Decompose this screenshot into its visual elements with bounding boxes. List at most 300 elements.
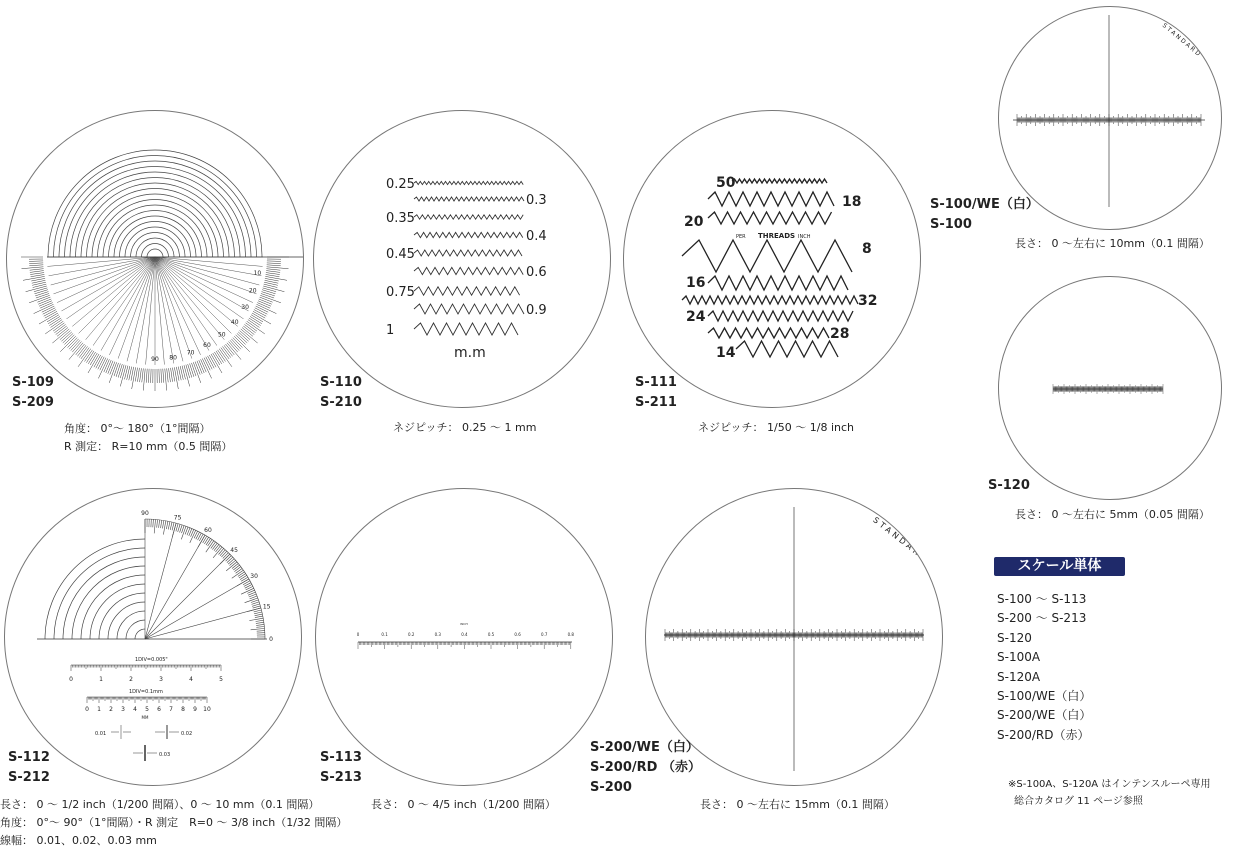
angle-tick [148,369,149,383]
angle-tick [38,299,51,304]
footnote-line: ※S-100A、S-120A はインテンスルーペ専用 [1008,779,1211,790]
angle-tick [71,340,80,350]
angle-tick [29,265,43,266]
angle-tick [60,331,71,340]
s111-graphic [624,111,920,407]
spec-line: 線幅： 0.01、0.02、0.03 mm [0,834,157,847]
angle-tick [240,331,251,340]
unit-label: m.m [454,345,486,361]
desc-s113 [371,796,556,814]
angle-tick [35,290,48,294]
angle-tick [234,567,240,572]
desc-s200 [700,796,895,814]
spec-line: 角度： 0°～ 180°（1°間隔） [64,422,211,435]
fan-ray [145,579,249,639]
angle-tick [230,340,239,350]
model-label: S-100/WE（白） [930,197,1039,212]
pitch-label: 0.3 [526,193,547,208]
thread-wave [708,328,829,338]
radius-arc [63,557,145,639]
tick-label: 0.5 [487,632,495,637]
angle-tick [237,333,247,343]
angle-tick [256,627,264,628]
angle-label: 70 [186,349,195,357]
radius-arc [54,156,257,257]
angle-label: 20 [248,287,257,295]
tick-label: 0.3 [434,632,441,637]
model-label: S-120 [988,478,1030,493]
thread-wave [736,341,838,357]
brand-label: STANDARD [871,515,931,565]
model-label: S-209 [12,395,54,410]
spec-line: ネジピッチ： 1/50 ～ 1/8 inch [698,421,854,434]
angle-tick [22,267,44,269]
angle-label: 80 [169,354,177,362]
angle-label: 0 [269,636,273,643]
angle-tick [36,294,49,299]
angle-tick [208,540,213,547]
angle-tick [108,361,113,374]
angle-tick [262,290,275,294]
angle-label: 15 [262,603,271,611]
tick-label: 8 [181,706,185,713]
angle-tick [163,521,165,535]
line-width-label: 0.01 [95,731,107,737]
radius-arc [135,629,145,639]
scale-unit-list [997,590,1091,745]
angle-tick [63,333,73,343]
angle-tick [142,368,144,382]
angle-tick [240,575,247,579]
angle-tick [251,629,265,630]
angle-label: 75 [173,514,182,522]
angle-label: 10 [253,270,262,278]
list-item: S-200 ～ S-213 [997,611,1087,626]
angle-tick [226,562,237,571]
angle-tick [154,520,155,534]
tick-label: 1 [97,706,101,713]
model-s111 [635,373,677,413]
model-label: S-200/RD （赤） [590,760,701,775]
angle-tick [232,564,238,569]
tick-label: 0.4 [461,632,468,637]
angle-tick [199,360,204,373]
angle-tick [245,598,258,603]
angle-ray [155,257,263,266]
angle-tick [120,365,124,378]
angle-tick [234,336,250,352]
angle-tick [242,328,253,337]
angle-tick [186,365,190,378]
angle-tick [238,572,245,577]
thread-label: 28 [830,326,850,342]
angle-tick [57,328,68,337]
angle-ray [109,257,155,355]
angle-tick [34,288,47,292]
spec-line: 長さ： 0 ～左右に 10mm（0.1 間隔） [1015,237,1210,250]
angle-tick [169,368,171,382]
tick-label: 0 [69,676,73,683]
thread-label: 24 [686,309,706,325]
model-label: S-211 [635,395,677,410]
angle-tick [258,301,271,306]
angle-tick [178,524,180,532]
thread-label: 32 [858,293,878,309]
angle-tick [167,368,169,382]
model-label: S-109 [12,375,54,390]
thread-label: 50 [716,175,736,191]
thread-wave [708,276,848,290]
thread-wave [414,287,520,295]
angle-tick [266,271,280,273]
reticle-s120 [998,276,1222,500]
angle-tick [135,368,137,382]
radius-arc [70,172,240,257]
angle-tick [253,606,261,608]
model-label: S-213 [320,770,362,785]
pitch-label: 0.4 [526,229,547,244]
angle-tick [138,368,140,382]
angle-tick [216,546,221,552]
desc-s111 [698,419,854,437]
angle-tick [260,297,273,302]
desc-s110 [393,419,536,437]
angle-tick [171,368,173,382]
angle-tick [238,332,248,341]
tick-label: 0.8 [567,632,574,637]
reticle-s112 [4,488,302,786]
angle-label: 50 [217,331,226,339]
angle-tick [29,295,50,303]
angle-tick [30,273,44,275]
thread-wave [732,179,827,183]
angle-tick [257,304,277,313]
angle-tick [197,361,202,374]
thread-wave [682,296,858,304]
spec-line: 長さ： 0 ～ 4/5 inch（1/200 間隔） [371,798,556,811]
angle-tick [172,523,174,531]
angle-tick [241,329,258,343]
spec-line: 長さ： 0 ～左右に 5mm（0.05 間隔） [1015,508,1210,521]
model-s200 [590,738,701,798]
angle-tick [252,602,260,605]
scale-label: 1DIV=0.005" [135,657,168,663]
caption-label: INCH [798,234,811,240]
angle-tick [193,362,201,383]
angle-tick [252,604,260,606]
thread-wave [414,232,523,237]
thread-wave [414,215,523,219]
angle-tick [116,364,120,377]
tick-label: 0 [356,632,360,637]
tick-label: 0.6 [514,632,521,637]
angle-tick [223,553,229,559]
angle-tick [236,335,246,345]
thread-label: 18 [842,194,862,210]
radius-arc [72,566,145,639]
angle-tick [69,339,79,349]
angle-tick [211,354,222,373]
list-item: S-200/RD（赤） [997,727,1090,742]
pitch-label: 0.45 [386,247,415,262]
model-label: S-111 [635,375,677,390]
reticle-s113 [315,488,613,786]
spec-line: R 測定： R=10 mm（0.5 間隔） [64,440,233,453]
angle-tick [214,544,219,550]
model-label: S-200/WE（白） [590,740,699,755]
pitch-label: 0.25 [386,177,415,192]
angle-tick [220,550,225,556]
angle-tick [266,269,280,271]
model-label: S-210 [320,395,362,410]
angle-ray [155,257,253,303]
angle-tick [266,275,280,277]
model-label: S-212 [8,770,50,785]
angle-tick [241,577,248,581]
angle-tick [174,367,178,389]
angle-tick [146,369,147,383]
angle-tick [88,354,99,373]
angle-tick [204,537,208,544]
model-s112 [8,748,50,788]
angle-tick [151,369,152,383]
thread-wave [414,323,518,335]
radius-arc [87,189,224,258]
tick-label: 5 [219,676,223,683]
angle-tick [109,362,117,383]
angle-tick [256,620,264,621]
angle-tick [168,522,170,530]
angle-tick [261,294,274,299]
angle-tick [114,363,119,376]
angle-tick [153,519,154,527]
s109-graphic [7,111,303,407]
angle-tick [173,368,175,382]
angle-tick [252,313,271,324]
angle-tick [239,574,246,578]
angle-tick [231,339,241,349]
s113-graphic [316,489,612,785]
thread-label: 8 [862,241,872,257]
angle-tick [267,265,281,266]
angle-tick [263,288,276,292]
radius-arc [147,249,163,257]
angle-tick [188,364,192,377]
model-label: S-113 [320,750,362,765]
model-label: S-100 [930,217,972,232]
angle-tick [176,524,178,532]
list-item: S-200/WE（白） [997,708,1092,723]
angle-tick [157,520,158,528]
reticle-s110 [313,110,611,408]
fan-ray [145,608,261,639]
angle-tick [52,329,69,343]
thread-label: 14 [716,345,736,361]
scale-label: 1DIV=0.1mm [129,689,163,695]
angle-tick [31,275,45,277]
angle-tick [35,292,48,296]
angle-tick [69,343,83,360]
list-item: S-100A [997,650,1041,665]
angle-tick [39,301,52,306]
spec-line: ネジピッチ： 0.25 ～ 1 mm [393,421,537,434]
scale-label: INCH [460,622,468,626]
pitch-label: 0.9 [526,303,547,318]
angle-ray [146,257,155,365]
angle-tick [64,335,74,345]
thread-label: 20 [684,214,704,230]
radius-arc [45,539,145,639]
thread-wave [414,250,522,256]
angle-tick [202,359,211,379]
angle-tick [30,271,44,273]
angle-tick [34,304,54,313]
angle-tick [256,624,264,625]
thread-wave [414,304,524,314]
reticle-s109 [6,110,304,408]
tick-label: 3 [159,676,163,683]
angle-tick [68,338,78,348]
footnote-line: 総合カタログ 11 ページ参照 [1014,796,1143,807]
angle-tick [199,534,203,541]
line-width-label: 0.03 [159,752,171,758]
thread-wave [708,311,853,321]
list-item: S-100/WE（白） [997,689,1092,704]
angle-tick [181,526,186,539]
angle-tick [255,614,263,616]
angle-tick [226,344,235,355]
angle-tick [229,342,238,353]
angle-tick [60,336,76,352]
thread-wave [708,212,832,224]
angle-label: 30 [250,573,258,580]
angle-tick [267,263,281,264]
brand-label: STANDARD [1160,22,1203,59]
angle-tick [161,369,162,383]
angle-tick [254,612,262,614]
model-s100 [930,195,1039,235]
radius-arc [90,584,145,639]
angle-tick [172,523,176,537]
angle-tick [233,565,239,570]
angle-tick [39,313,58,324]
angle-tick [98,359,107,379]
list-item: S-120A [997,669,1041,684]
model-s109 [12,373,54,413]
footnote [1008,776,1211,810]
angle-tick [230,560,236,565]
angle-tick [45,321,63,334]
fan-ray [145,535,205,639]
tick-label: 3 [121,706,125,713]
radius-arc [92,194,218,257]
fan-ray [145,554,230,639]
tick-label: 4 [189,676,193,683]
angle-tick [106,360,111,373]
thread-wave [414,181,523,184]
thread-wave [414,197,524,201]
tick-label: 6 [157,706,161,713]
angle-label: 90 [141,510,149,517]
angle-tick [195,362,200,375]
angle-label: 30 [241,304,249,311]
angle-ray [127,257,155,361]
line-width-label: 0.02 [181,731,193,737]
angle-tick [37,297,50,302]
angle-label: 90 [151,356,159,363]
pitch-label: 0.75 [386,285,415,300]
model-s110 [320,373,362,413]
radius-arc [131,233,180,258]
tick-label: 0.2 [408,632,415,637]
angle-tick [247,321,265,334]
angle-label: 45 [230,546,238,554]
angle-ray [57,257,155,303]
thread-wave [708,192,834,206]
angle-tick [161,520,162,528]
radius-arc [142,244,169,258]
angle-tick [226,556,232,562]
tick-label: 10 [203,706,211,713]
angle-tick [203,536,207,543]
angle-tick [254,610,262,612]
caption-label: THREADS [758,232,796,240]
thread-label: 16 [686,275,706,291]
angle-tick [213,547,222,558]
angle-ray [155,257,164,365]
angle-tick [159,520,160,528]
angle-tick [247,608,261,612]
angle-tick [140,368,142,382]
tick-label: 7 [169,706,173,713]
spec-line: 角度： 0°～ 90°（1°間隔）・R 測定 R=0 ～ 3/8 inch（1/32 間隔） [0,816,348,829]
reticle-s111 [623,110,921,408]
spec-line: 長さ： 0 ～ 1/2 inch（1/200 間隔）、0 ～ 10 mm（0.1 間隔） [0,798,320,811]
list-item: S-120 [997,630,1032,645]
radius-arc [117,611,145,639]
angle-tick [143,369,145,391]
angle-tick [170,522,172,530]
angle-tick [76,344,85,355]
angle-label: 60 [203,342,211,350]
angle-tick [192,363,197,376]
angle-tick [262,292,275,296]
angle-tick [190,364,194,377]
s120-graphic [999,277,1221,499]
angle-tick [227,343,241,360]
model-label: S-110 [320,375,362,390]
angle-tick [206,538,210,545]
angle-tick [228,559,234,564]
angle-tick [219,349,232,367]
desc-s100 [1015,235,1210,253]
tick-label: 5 [145,706,149,713]
tick-label: 9 [193,706,197,713]
angle-tick [260,295,281,303]
unit-label: MM [141,715,149,720]
angle-tick [78,349,91,367]
desc-s109 [64,420,232,456]
angle-tick [180,525,183,533]
model-label: S-200 [590,780,632,795]
angle-tick [236,569,243,574]
model-s113 [320,748,362,788]
tick-label: 0 [85,706,89,713]
angle-ray [155,257,201,355]
angle-tick [166,521,168,529]
angle-tick [265,276,287,280]
angle-tick [220,554,230,564]
